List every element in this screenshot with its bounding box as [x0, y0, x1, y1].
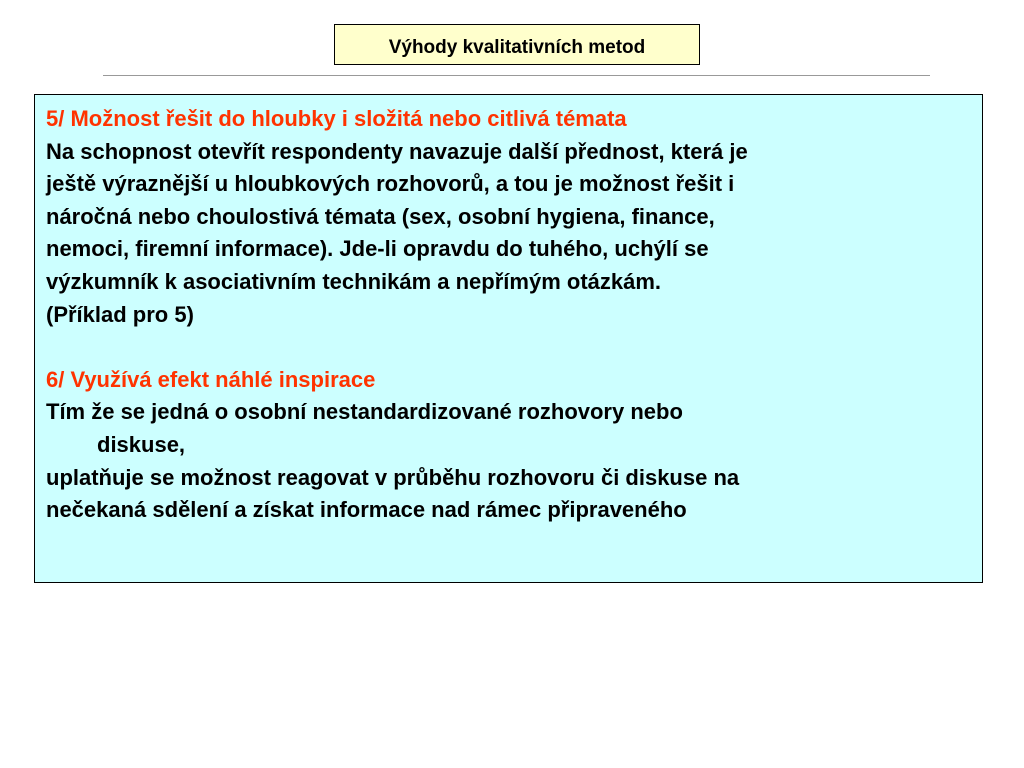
section-5-line: ještě výraznější u hloubkových rozhovorů, a tou je možnost řešit i [46, 171, 735, 197]
section-6-line: Tím že se jedná o osobní nestandardizované rozhovory nebo [46, 399, 683, 425]
section-5-line: nemoci, firemní informace). Jde-li opravdu do tuhého, uchýlí se [46, 236, 709, 262]
section-6-heading: 6/ Využívá efekt náhlé inspirace [46, 366, 376, 392]
section-5-example-note: (Příklad pro 5) [46, 301, 194, 327]
slide-title: Výhody kvalitativních metod [388, 36, 646, 58]
section-5-line: výzkumník k asociativním technikám a nepřímým otázkám. [46, 268, 662, 294]
section-5-heading: 5/ Možnost řešit do hloubky i složitá nebo citlivá témata [46, 106, 627, 131]
section-6-line: uplatňuje se možnost reagovat v průběhu rozhovoru či diskuse na [46, 464, 740, 490]
title-box [334, 24, 700, 65]
content-box [34, 94, 983, 583]
section-6-line: nečekaná sdělení a získat informace nad rámec připraveného [46, 497, 687, 523]
section-6-line-indented: diskuse, [97, 431, 186, 457]
title-divider [103, 75, 930, 76]
paragraph-spacer [46, 331, 972, 364]
section-5-line: náročná nebo choulostivá témata (sex, osobní hygiena, finance, [46, 203, 715, 229]
section-5-line: Na schopnost otevřít respondenty navazuje další přednost, která je [46, 138, 748, 164]
